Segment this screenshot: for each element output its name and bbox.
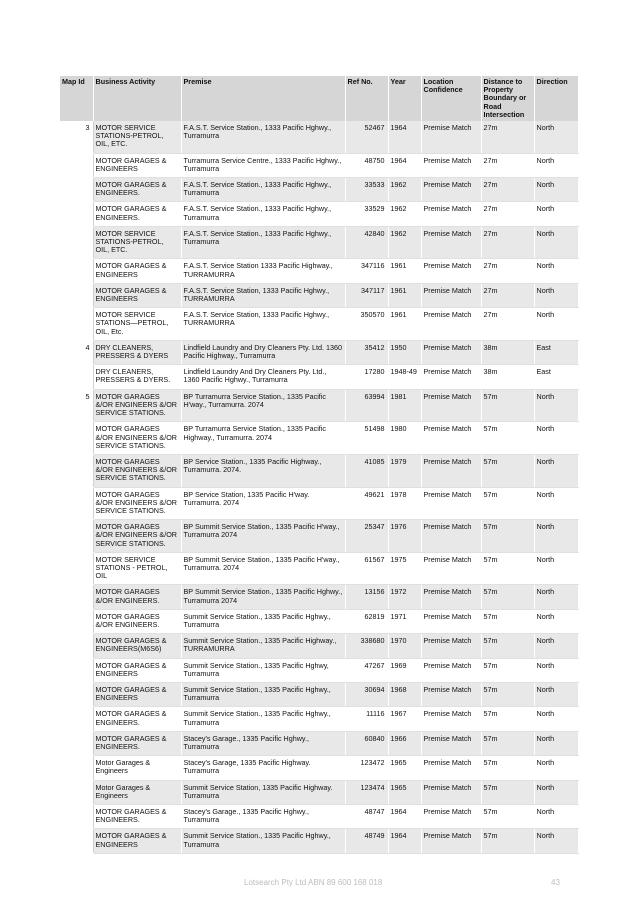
cell-year: 1964 <box>388 153 421 177</box>
table-row <box>60 308 578 341</box>
records-table <box>60 76 579 854</box>
cell-business-activity: MOTOR GARAGES &/OR ENGINEERS &/OR SERVICE STATIONS. <box>93 454 181 487</box>
cell-year: 1962 <box>388 178 421 202</box>
cell-business-activity: MOTOR GARAGES & ENGINEERS <box>93 259 181 283</box>
cell-business-activity: MOTOR GARAGES & ENGINEERS. <box>93 731 181 755</box>
cell-map-id: 3 <box>60 121 93 153</box>
cell-direction: North <box>534 520 578 553</box>
cell-map-id <box>60 682 93 706</box>
cell-business-activity: MOTOR SERVICE STATIONS—PETROL, OIL, Etc. <box>93 308 181 341</box>
document-page <box>60 76 578 854</box>
cell-distance: 27m <box>481 178 534 202</box>
header-distance: Distance to Property Boundary or Road Intersection <box>481 76 534 121</box>
cell-distance: 27m <box>481 153 534 177</box>
cell-map-id <box>60 487 93 520</box>
cell-location-confidence: Premise Match <box>421 389 481 422</box>
cell-direction: East <box>534 340 578 364</box>
cell-ref-no: 63994 <box>345 389 388 422</box>
cell-ref-no: 347116 <box>345 259 388 283</box>
cell-premise: Summit Service Station, 1335 Pacific Highway. Turramurra <box>181 780 345 804</box>
table-row <box>60 682 578 706</box>
table-row <box>60 259 578 283</box>
cell-ref-no: 42840 <box>345 226 388 259</box>
cell-premise: BP Service Station., 1335 Pacific Highway., Turramurra. 2074. <box>181 454 345 487</box>
cell-distance: 27m <box>481 259 534 283</box>
cell-ref-no: 33533 <box>345 178 388 202</box>
table-row <box>60 422 578 455</box>
cell-business-activity: MOTOR GARAGES & ENGINEERS. <box>93 178 181 202</box>
cell-year: 1979 <box>388 454 421 487</box>
cell-location-confidence: Premise Match <box>421 178 481 202</box>
cell-premise: Summit Service Station., 1335 Pacific Hghwy., Turramurra <box>181 682 345 706</box>
cell-year: 1981 <box>388 389 421 422</box>
cell-direction: North <box>534 552 578 585</box>
cell-premise: BP Summit Service Station., 1335 Pacific Hghwy., Turramurra 2074 <box>181 585 345 609</box>
cell-ref-no: 338680 <box>345 634 388 658</box>
cell-year: 1978 <box>388 487 421 520</box>
cell-year: 1966 <box>388 731 421 755</box>
table-row <box>60 707 578 731</box>
cell-year: 1948-49 <box>388 365 421 389</box>
table-row <box>60 389 578 422</box>
cell-direction: North <box>534 487 578 520</box>
cell-location-confidence: Premise Match <box>421 365 481 389</box>
table-row <box>60 609 578 633</box>
cell-ref-no: 30694 <box>345 682 388 706</box>
table-row <box>60 153 578 177</box>
table-row <box>60 585 578 609</box>
cell-location-confidence: Premise Match <box>421 682 481 706</box>
cell-map-id <box>60 609 93 633</box>
cell-distance: 38m <box>481 365 534 389</box>
cell-year: 1969 <box>388 658 421 682</box>
cell-ref-no: 25347 <box>345 520 388 553</box>
cell-location-confidence: Premise Match <box>421 121 481 153</box>
cell-map-id <box>60 829 93 853</box>
cell-map-id <box>60 308 93 341</box>
cell-distance: 27m <box>481 308 534 341</box>
cell-business-activity: MOTOR GARAGES &/OR ENGINEERS. <box>93 585 181 609</box>
cell-direction: North <box>534 634 578 658</box>
cell-premise: F.A.S.T. Service Station., 1333 Pacific Hghwy., Turramurra <box>181 178 345 202</box>
cell-premise: F.A.S.T. Service Station., 1333 Pacific Hghwy., Turramurra <box>181 202 345 226</box>
cell-direction: North <box>534 202 578 226</box>
header-ref-no: Ref No. <box>345 76 388 121</box>
cell-year: 1975 <box>388 552 421 585</box>
cell-distance: 57m <box>481 707 534 731</box>
cell-year: 1962 <box>388 202 421 226</box>
cell-premise: BP Turramurra Service Station., 1335 Pacific H'way., Turramurra. 2074 <box>181 389 345 422</box>
cell-map-id <box>60 634 93 658</box>
cell-premise: BP Turramurra Service Station., 1335 Pacific Highway., Turramurra. 2074 <box>181 422 345 455</box>
cell-business-activity: Motor Garages & Engineers <box>93 780 181 804</box>
header-premise: Premise <box>181 76 345 121</box>
cell-direction: North <box>534 389 578 422</box>
cell-premise: BP Summit Service Station., 1335 Pacific H'way., Turramurra. 2074 <box>181 552 345 585</box>
table-body <box>60 121 578 853</box>
footer-page-number: 43 <box>551 878 560 887</box>
cell-year: 1962 <box>388 226 421 259</box>
cell-location-confidence: Premise Match <box>421 609 481 633</box>
table-row <box>60 829 578 853</box>
table-row <box>60 340 578 364</box>
cell-direction: North <box>534 609 578 633</box>
cell-premise: Stacey's Garage, 1335 Pacific Highway. Turramurra <box>181 756 345 780</box>
header-year: Year <box>388 76 421 121</box>
cell-distance: 57m <box>481 658 534 682</box>
cell-ref-no: 123472 <box>345 756 388 780</box>
cell-year: 1965 <box>388 756 421 780</box>
cell-distance: 57m <box>481 805 534 829</box>
cell-business-activity: DRY CLEANERS, PRESSERS & DYERS. <box>93 365 181 389</box>
cell-business-activity: MOTOR GARAGES & ENGINEERS(M6S6) <box>93 634 181 658</box>
cell-premise: Summit Service Station., 1335 Pacific Hghwy., Turramurra <box>181 829 345 853</box>
cell-direction: North <box>534 283 578 307</box>
cell-business-activity: MOTOR GARAGES & ENGINEERS. <box>93 707 181 731</box>
cell-map-id <box>60 178 93 202</box>
cell-premise: F.A.S.T. Service Station, 1333 Pacific Hghwy., TURRAMURRA <box>181 283 345 307</box>
cell-ref-no: 41085 <box>345 454 388 487</box>
cell-map-id <box>60 756 93 780</box>
cell-premise: BP Service Station, 1335 Pacific H'way. Turramurra. 2074 <box>181 487 345 520</box>
cell-distance: 38m <box>481 340 534 364</box>
cell-year: 1961 <box>388 259 421 283</box>
cell-ref-no: 48750 <box>345 153 388 177</box>
cell-map-id: 5 <box>60 389 93 422</box>
table-row <box>60 365 578 389</box>
table-row <box>60 454 578 487</box>
table-row <box>60 731 578 755</box>
cell-business-activity: MOTOR GARAGES & ENGINEERS <box>93 283 181 307</box>
cell-direction: North <box>534 707 578 731</box>
cell-premise: Summit Service Station., 1335 Pacific Hghwy, Turramurra <box>181 658 345 682</box>
cell-business-activity: MOTOR SERVICE STATIONS - PETROL, OIL <box>93 552 181 585</box>
cell-year: 1967 <box>388 707 421 731</box>
cell-map-id <box>60 259 93 283</box>
cell-direction: North <box>534 756 578 780</box>
cell-location-confidence: Premise Match <box>421 520 481 553</box>
cell-year: 1968 <box>388 682 421 706</box>
table-row <box>60 658 578 682</box>
cell-distance: 57m <box>481 780 534 804</box>
cell-ref-no: 48749 <box>345 829 388 853</box>
table-row <box>60 634 578 658</box>
cell-direction: North <box>534 454 578 487</box>
cell-direction: North <box>534 682 578 706</box>
table-row <box>60 552 578 585</box>
cell-ref-no: 61567 <box>345 552 388 585</box>
table-row <box>60 121 578 153</box>
cell-premise: Stacey's Garage., 1335 Pacific Hghwy., Turramurra <box>181 731 345 755</box>
table-row <box>60 283 578 307</box>
table-row <box>60 756 578 780</box>
cell-location-confidence: Premise Match <box>421 340 481 364</box>
cell-location-confidence: Premise Match <box>421 829 481 853</box>
cell-business-activity: MOTOR SERVICE STATIONS-PETROL, OIL, ETC. <box>93 121 181 153</box>
cell-direction: North <box>534 805 578 829</box>
cell-map-id <box>60 202 93 226</box>
cell-direction: East <box>534 365 578 389</box>
cell-direction: North <box>534 731 578 755</box>
cell-location-confidence: Premise Match <box>421 308 481 341</box>
cell-business-activity: MOTOR GARAGES & ENGINEERS. <box>93 202 181 226</box>
cell-ref-no: 60840 <box>345 731 388 755</box>
header-direction: Direction <box>534 76 578 121</box>
cell-premise: F.A.S.T. Service Station 1333 Pacific Highway., TURRAMURRA <box>181 259 345 283</box>
cell-business-activity: MOTOR GARAGES & ENGINEERS <box>93 829 181 853</box>
cell-premise: F.A.S.T. Service Station, 1333 Pacific Hghwy., TURRAMURRA <box>181 308 345 341</box>
cell-location-confidence: Premise Match <box>421 153 481 177</box>
cell-business-activity: DRY CLEANERS, PRESSERS & DYERS <box>93 340 181 364</box>
cell-map-id <box>60 658 93 682</box>
cell-distance: 57m <box>481 756 534 780</box>
cell-map-id <box>60 226 93 259</box>
table-row <box>60 487 578 520</box>
table-header-row <box>60 76 578 121</box>
cell-year: 1980 <box>388 422 421 455</box>
cell-map-id <box>60 552 93 585</box>
cell-year: 1972 <box>388 585 421 609</box>
cell-ref-no: 347117 <box>345 283 388 307</box>
cell-ref-no: 35412 <box>345 340 388 364</box>
cell-direction: North <box>534 308 578 341</box>
table-row <box>60 178 578 202</box>
table-row <box>60 805 578 829</box>
cell-location-confidence: Premise Match <box>421 658 481 682</box>
cell-year: 1950 <box>388 340 421 364</box>
cell-premise: Lindfield Laundry And Dry Cleaners Pty. Ltd., 1360 Pacific Hghwy., Turramurra <box>181 365 345 389</box>
cell-premise: F.A.S.T. Service Station., 1333 Pacific Hghwy., Turramurra <box>181 226 345 259</box>
cell-location-confidence: Premise Match <box>421 552 481 585</box>
cell-map-id <box>60 520 93 553</box>
cell-map-id <box>60 780 93 804</box>
cell-year: 1971 <box>388 609 421 633</box>
cell-direction: North <box>534 226 578 259</box>
cell-business-activity: MOTOR GARAGES & ENGINEERS. <box>93 805 181 829</box>
footer-company: Lotsearch Pty Ltd ABN 89 600 168 018 <box>244 878 383 887</box>
cell-business-activity: MOTOR GARAGES &/OR ENGINEERS &/OR SERVICE STATIONS. <box>93 487 181 520</box>
header-location-confidence: Location Confidence <box>421 76 481 121</box>
cell-location-confidence: Premise Match <box>421 585 481 609</box>
cell-distance: 57m <box>481 422 534 455</box>
cell-distance: 57m <box>481 829 534 853</box>
cell-year: 1961 <box>388 308 421 341</box>
cell-distance: 57m <box>481 731 534 755</box>
cell-ref-no: 48747 <box>345 805 388 829</box>
cell-distance: 27m <box>481 283 534 307</box>
table-row <box>60 520 578 553</box>
cell-direction: North <box>534 121 578 153</box>
table-row <box>60 780 578 804</box>
cell-location-confidence: Premise Match <box>421 202 481 226</box>
cell-business-activity: MOTOR GARAGES &/OR ENGINEERS &/OR SERVICE STATIONS. <box>93 520 181 553</box>
cell-location-confidence: Premise Match <box>421 707 481 731</box>
cell-location-confidence: Premise Match <box>421 780 481 804</box>
cell-map-id <box>60 731 93 755</box>
cell-business-activity: MOTOR GARAGES &/OR ENGINEERS &/OR SERVICE STATIONS. <box>93 389 181 422</box>
cell-premise: Stacey's Garage., 1335 Pacific Hghwy., Turramurra <box>181 805 345 829</box>
cell-location-confidence: Premise Match <box>421 422 481 455</box>
cell-year: 1970 <box>388 634 421 658</box>
cell-direction: North <box>534 829 578 853</box>
cell-ref-no: 62819 <box>345 609 388 633</box>
cell-distance: 57m <box>481 634 534 658</box>
cell-ref-no: 51498 <box>345 422 388 455</box>
header-map-id: Map Id <box>60 76 93 121</box>
cell-location-confidence: Premise Match <box>421 487 481 520</box>
cell-year: 1964 <box>388 805 421 829</box>
cell-ref-no: 47267 <box>345 658 388 682</box>
cell-location-confidence: Premise Match <box>421 805 481 829</box>
cell-distance: 27m <box>481 226 534 259</box>
cell-location-confidence: Premise Match <box>421 283 481 307</box>
cell-direction: North <box>534 658 578 682</box>
cell-year: 1965 <box>388 780 421 804</box>
cell-ref-no: 13156 <box>345 585 388 609</box>
cell-ref-no: 350570 <box>345 308 388 341</box>
cell-ref-no: 49621 <box>345 487 388 520</box>
cell-direction: North <box>534 259 578 283</box>
cell-premise: Lindfield Laundry and Dry Cleaners Pty. Ltd. 1360 Pacific Highway., Turramurra <box>181 340 345 364</box>
cell-premise: Summit Service Station., 1335 Pacific Highway., TURRAMURRA <box>181 634 345 658</box>
cell-premise: Summit Service Station., 1335 Pacific Hghwy., Turramurra <box>181 707 345 731</box>
cell-direction: North <box>534 178 578 202</box>
cell-location-confidence: Premise Match <box>421 259 481 283</box>
cell-ref-no: 123474 <box>345 780 388 804</box>
cell-map-id: 4 <box>60 340 93 364</box>
cell-business-activity: MOTOR GARAGES & ENGINEERS <box>93 658 181 682</box>
cell-distance: 57m <box>481 389 534 422</box>
cell-location-confidence: Premise Match <box>421 226 481 259</box>
cell-year: 1976 <box>388 520 421 553</box>
cell-premise: Summit Service Station., 1335 Pacific Hghwy., Turramurra <box>181 609 345 633</box>
cell-map-id <box>60 153 93 177</box>
cell-location-confidence: Premise Match <box>421 454 481 487</box>
cell-location-confidence: Premise Match <box>421 756 481 780</box>
cell-distance: 57m <box>481 520 534 553</box>
cell-map-id <box>60 283 93 307</box>
cell-distance: 57m <box>481 454 534 487</box>
cell-direction: North <box>534 153 578 177</box>
cell-map-id <box>60 707 93 731</box>
cell-distance: 57m <box>481 585 534 609</box>
cell-direction: North <box>534 780 578 804</box>
table-row <box>60 226 578 259</box>
cell-business-activity: MOTOR GARAGES &/OR ENGINEERS. <box>93 609 181 633</box>
cell-ref-no: 33529 <box>345 202 388 226</box>
cell-year: 1964 <box>388 121 421 153</box>
header-business-activity: Business Activity <box>93 76 181 121</box>
cell-ref-no: 11116 <box>345 707 388 731</box>
cell-distance: 57m <box>481 487 534 520</box>
cell-distance: 57m <box>481 552 534 585</box>
cell-distance: 57m <box>481 609 534 633</box>
cell-premise: BP Summit Service Station., 1335 Pacific H'way., Turramurra 2074 <box>181 520 345 553</box>
cell-business-activity: Motor Garages & Engineers <box>93 756 181 780</box>
cell-direction: North <box>534 422 578 455</box>
cell-location-confidence: Premise Match <box>421 731 481 755</box>
cell-map-id <box>60 454 93 487</box>
cell-location-confidence: Premise Match <box>421 634 481 658</box>
cell-distance: 57m <box>481 682 534 706</box>
cell-ref-no: 52467 <box>345 121 388 153</box>
cell-year: 1964 <box>388 829 421 853</box>
cell-business-activity: MOTOR GARAGES &/OR ENGINEERS &/OR SERVICE STATIONS. <box>93 422 181 455</box>
cell-year: 1961 <box>388 283 421 307</box>
cell-business-activity: MOTOR GARAGES & ENGINEERS <box>93 682 181 706</box>
cell-ref-no: 17280 <box>345 365 388 389</box>
table-row <box>60 202 578 226</box>
cell-premise: Turramurra Service Centre., 1333 Pacific Hghwy., Turramurra <box>181 153 345 177</box>
cell-map-id <box>60 365 93 389</box>
cell-distance: 27m <box>481 121 534 153</box>
cell-business-activity: MOTOR SERVICE STATIONS-PETROL, OIL, ETC. <box>93 226 181 259</box>
cell-premise: F.A.S.T. Service Station., 1333 Pacific Hghwy., Turramurra <box>181 121 345 153</box>
cell-map-id <box>60 585 93 609</box>
cell-map-id <box>60 422 93 455</box>
cell-map-id <box>60 805 93 829</box>
cell-direction: North <box>534 585 578 609</box>
cell-distance: 27m <box>481 202 534 226</box>
cell-business-activity: MOTOR GARAGES & ENGINEERS <box>93 153 181 177</box>
